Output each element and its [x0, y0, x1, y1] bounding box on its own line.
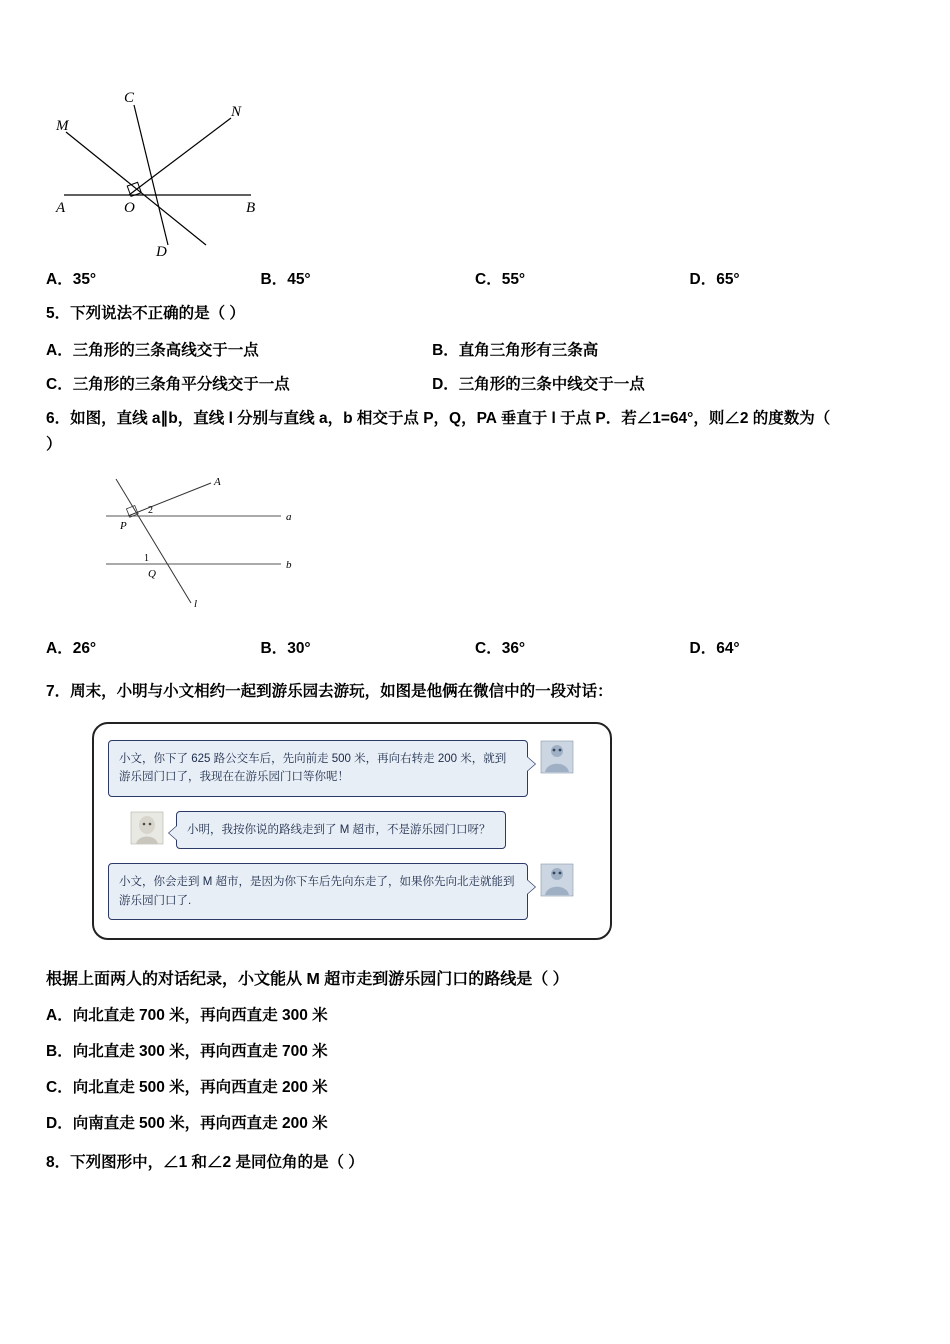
question-6-stem-cont: ）	[46, 436, 62, 454]
avatar-xiaowen	[130, 811, 164, 845]
chat-bubble-xiaowen-1: 小明，我按你说的路线走到了 M 超市，不是游乐园门口呀？	[176, 811, 506, 849]
label-a: a	[286, 511, 292, 524]
chat-message-1	[108, 740, 596, 797]
question-7-stem: 7．周末，小明与小文相约一起到游乐园去游玩，如图是他俩在微信中的一段对话：	[46, 683, 613, 701]
chat-message-2	[130, 811, 596, 849]
label-b: b	[286, 559, 292, 572]
avatar-xiaoming-2	[540, 863, 574, 897]
question-8-stem: 8．下列图形中，∠1 和∠2 是同位角的是（ ）	[46, 1154, 364, 1172]
label-angle-1: 1	[144, 553, 149, 565]
label-A: A	[214, 476, 221, 489]
q6-option-d[interactable]: D．64°	[689, 640, 740, 658]
figure-question-4	[46, 60, 904, 260]
label-D: D	[156, 244, 167, 260]
question-5-options-row-1	[46, 338, 904, 360]
q4-option-c[interactable]: C．55°	[475, 271, 526, 288]
label-M: M	[56, 118, 69, 134]
question-7-options	[46, 1003, 904, 1133]
question-5-stem: 5．下列说法不正确的是（ ）	[46, 305, 245, 322]
q4-option-a[interactable]: A．35°	[46, 271, 97, 288]
parallel-lines-diagram-svg	[86, 471, 316, 611]
label-C: C	[124, 90, 135, 106]
q4-option-d[interactable]: D．65°	[689, 271, 740, 288]
question-7-summary: 根据上面两人的对话纪录，小文能从 M 超市走到游乐园门口的路线是（ ）	[46, 971, 569, 989]
q4-option-b[interactable]: B．45°	[260, 271, 311, 288]
label-Q: Q	[148, 568, 156, 581]
q5-option-b[interactable]: B．直角三角形有三条高	[432, 342, 599, 360]
q7-option-a[interactable]: A．向北直走 700 米，再向西直走 300 米	[46, 1007, 328, 1025]
label-N: N	[231, 104, 242, 120]
q5-option-c[interactable]: C．三角形的三条角平分线交于一点	[46, 376, 290, 394]
figure-question-6	[86, 471, 904, 616]
chat-message-3	[108, 863, 596, 920]
chat-conversation-figure	[92, 722, 612, 940]
label-B: B	[246, 200, 256, 216]
chat-bubble-xiaoming-1: 小文，你下了 625 路公交车后，先向前走 500 米，再向右转走 200 米，就到游乐园门口了，我现在在游乐园门口等你呢！	[108, 740, 528, 797]
q6-option-c[interactable]: C．36°	[475, 640, 526, 658]
question-6-options	[46, 636, 904, 658]
q7-option-c[interactable]: C．向北直走 500 米，再向西直走 200 米	[46, 1079, 328, 1097]
avatar-xiaoming	[540, 740, 574, 774]
question-6-stem: 6．如图，直线 a∥b，直线 l 分别与直线 a，b 相交于点 P，Q，PA 垂直于 l 于点 P．若∠1=64°，则∠2 的度数为（	[46, 410, 831, 428]
q6-option-a[interactable]: A．26°	[46, 640, 97, 658]
label-l: l	[194, 598, 198, 611]
label-P: P	[120, 520, 127, 533]
label-angle-2: 2	[148, 505, 153, 517]
q7-option-b[interactable]: B．向北直走 300 米，再向西直走 700 米	[46, 1043, 328, 1061]
q5-option-a[interactable]: A．三角形的三条高线交于一点	[46, 342, 259, 360]
label-O: O	[124, 200, 135, 216]
question-5-options-row-2	[46, 372, 904, 394]
chat-bubble-xiaoming-2: 小文，你会走到 M 超市，是因为你下车后先向东走了，如果你先向北走就能到游乐园门口了.	[108, 863, 528, 920]
q5-option-d[interactable]: D．三角形的三条中线交于一点	[432, 376, 645, 394]
angle-diagram-svg	[46, 60, 306, 260]
label-A: A	[56, 200, 66, 216]
q7-option-d[interactable]: D．向南直走 500 米，再向西直走 200 米	[46, 1115, 328, 1133]
q6-option-b[interactable]: B．30°	[260, 640, 311, 658]
question-4-options	[46, 267, 904, 289]
